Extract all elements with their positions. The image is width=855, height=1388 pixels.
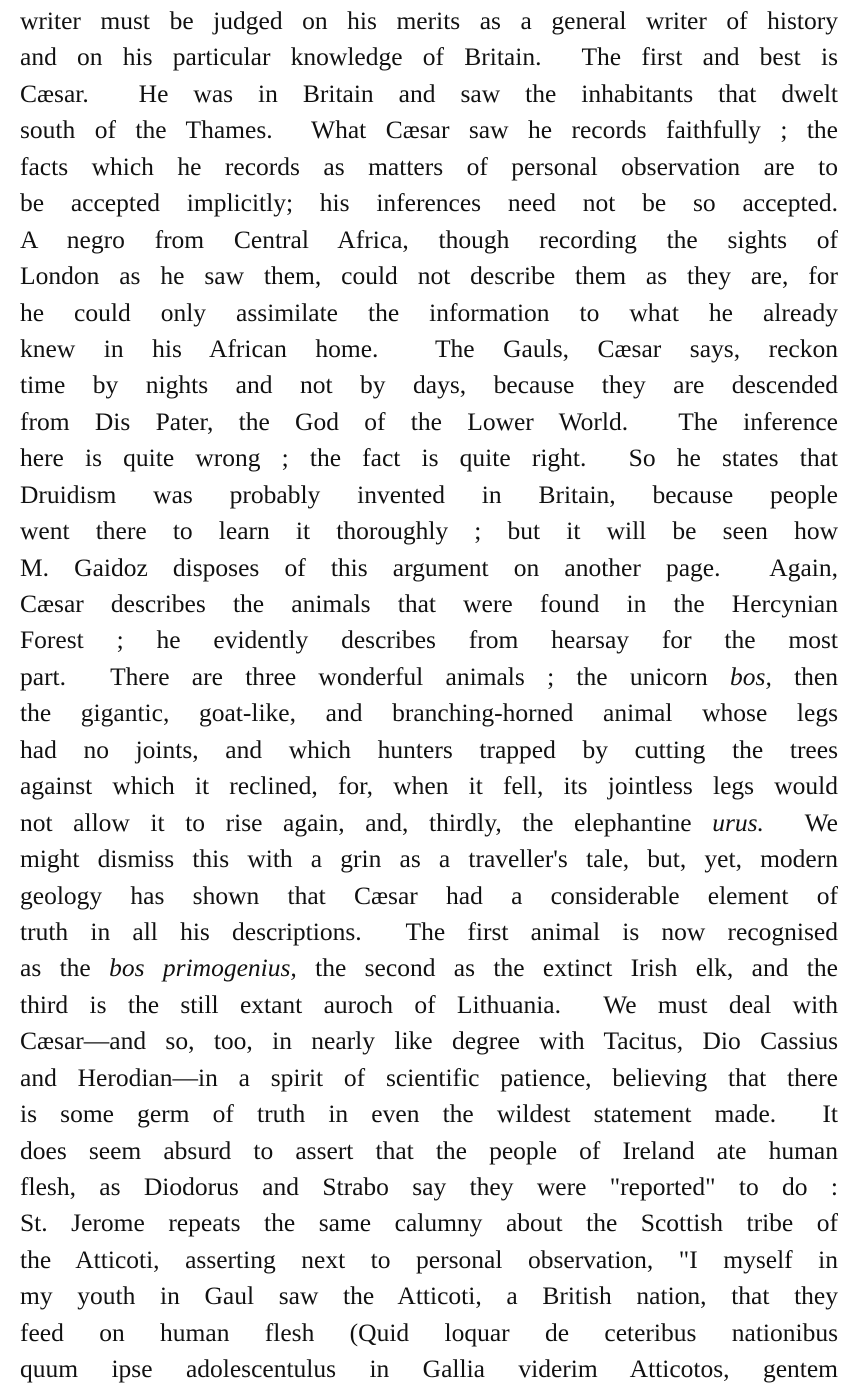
text-segment: part. There are three wonderful animals ; the unicorn <box>20 661 731 691</box>
text-segment: against which it reclined, for, when it fell, its jointless legs would <box>20 771 838 801</box>
text-line <box>20 914 838 950</box>
text-segment: the second as the extinct Irish elk, and the <box>296 953 838 983</box>
text-segment: Cæsar describes the animals that were found in the Hercynian <box>20 589 838 618</box>
text-line <box>20 404 838 440</box>
text-line <box>20 1205 838 1241</box>
text-line <box>20 3 838 39</box>
text-segment: the gigantic, goat-like, and branching-horned animal whose legs <box>20 698 838 728</box>
italic-term: bos, <box>730 661 772 691</box>
text-segment: facts which he records as matters of personal observation are to <box>20 151 838 181</box>
text-line <box>20 878 838 914</box>
text-line <box>20 1023 838 1059</box>
text-segment: third is the still extant auroch of Lithuania. We must deal with <box>20 989 838 1019</box>
text-line <box>20 550 838 586</box>
text-line <box>20 1060 838 1096</box>
italic-term: bos primogenius, <box>109 953 297 983</box>
italic-term: urus. <box>712 807 764 837</box>
text-line <box>20 1133 838 1169</box>
text-line <box>20 622 838 658</box>
text-line <box>20 586 838 622</box>
text-line <box>20 1242 838 1278</box>
text-segment: Cæsar—and so, too, in nearly like degree with Tacitus, Dio Cassius <box>20 1026 838 1056</box>
text-line <box>20 149 838 185</box>
text-segment: south of the Thames. What Cæsar saw he records faithfully ; the <box>20 115 838 145</box>
text-line <box>20 987 838 1023</box>
text-line <box>20 39 838 75</box>
book-page-text <box>20 3 838 1388</box>
text-segment: then <box>771 661 838 691</box>
text-line <box>20 367 838 403</box>
text-line <box>20 659 838 695</box>
text-segment: and Herodian—in a spirit of scientific patience, believing that there <box>20 1062 838 1092</box>
text-line <box>20 1169 838 1205</box>
text-segment: the Atticoti, asserting next to personal observation, "I myself in <box>20 1244 838 1274</box>
text-segment: A negro from Central Africa, though recording the sights of <box>20 224 838 254</box>
text-segment: my youth in Gaul saw the Atticoti, a British nation, that they <box>20 1281 838 1311</box>
text-segment: Cæsar. He was in Britain and saw the inhabitants that dwelt <box>20 78 838 108</box>
text-segment: geology has shown that Cæsar had a considerable element of <box>20 880 838 910</box>
text-segment: might dismiss this with a grin as a traveller's tale, but, yet, modern <box>20 844 838 874</box>
text-segment: feed on human flesh (Quid loquar de ceteribus nationibus <box>20 1317 838 1347</box>
text-line <box>20 732 838 768</box>
text-segment: had no joints, and which hunters trapped by cutting the trees <box>20 734 838 764</box>
text-segment: from Dis Pater, the God of the Lower World. The inference <box>20 406 838 436</box>
text-line <box>20 805 838 841</box>
text-line <box>20 112 838 148</box>
text-line <box>20 295 838 331</box>
text-segment: and on his particular knowledge of Britain. The first and best is <box>20 42 838 72</box>
text-segment: time by nights and not by days, because they are descended <box>20 370 838 400</box>
text-segment: knew in his African home. The Gauls, Cæsar says, reckon <box>20 333 838 363</box>
text-segment: quum ipse adolescentulus in Gallia viderim Atticotos, gentem <box>20 1354 838 1384</box>
text-line <box>20 331 838 367</box>
text-segment: went there to learn it thoroughly ; but it will be seen how <box>20 516 838 546</box>
text-line <box>20 950 838 986</box>
text-line <box>20 222 838 258</box>
text-line <box>20 1351 838 1387</box>
text-segment: truth in all his descriptions. The first animal is now recognised <box>20 916 838 946</box>
text-segment: M. Gaidoz disposes of this argument on another page. Again, <box>20 552 838 582</box>
text-segment: does seem absurd to assert that the people of Ireland ate human <box>20 1135 838 1165</box>
text-line <box>20 477 838 513</box>
text-segment: he could only assimilate the information to what he already <box>20 297 838 327</box>
text-segment: as the <box>20 953 110 983</box>
text-segment: be accepted implicitly; his inferences need not be so accepted. <box>20 188 838 218</box>
text-line <box>20 1278 838 1314</box>
text-line <box>20 695 838 731</box>
text-segment: London as he saw them, could not describe them as they are, for <box>20 261 838 291</box>
text-segment: Druidism was probably invented in Britain, because people <box>20 479 838 509</box>
text-line <box>20 258 838 294</box>
text-segment: St. Jerome repeats the same calumny about the Scottish tribe of <box>20 1208 838 1238</box>
text-line <box>20 440 838 476</box>
text-segment: Forest ; he evidently describes from hearsay for the most <box>20 625 838 655</box>
text-line <box>20 76 838 112</box>
text-segment: We <box>763 807 838 837</box>
text-segment: flesh, as Diodorus and Strabo say they were "reported" to do : <box>20 1172 838 1201</box>
text-line <box>20 841 838 877</box>
text-line <box>20 1096 838 1132</box>
text-line <box>20 513 838 549</box>
text-line <box>20 768 838 804</box>
text-segment: is some germ of truth in even the wildest statement made. It <box>20 1099 838 1129</box>
text-segment: not allow it to rise again, and, thirdly, the elephantine <box>20 807 713 837</box>
text-line <box>20 185 838 221</box>
text-segment: writer must be judged on his merits as a general writer of history <box>20 6 838 35</box>
text-segment: here is quite wrong ; the fact is quite right. So he states that <box>20 443 838 473</box>
